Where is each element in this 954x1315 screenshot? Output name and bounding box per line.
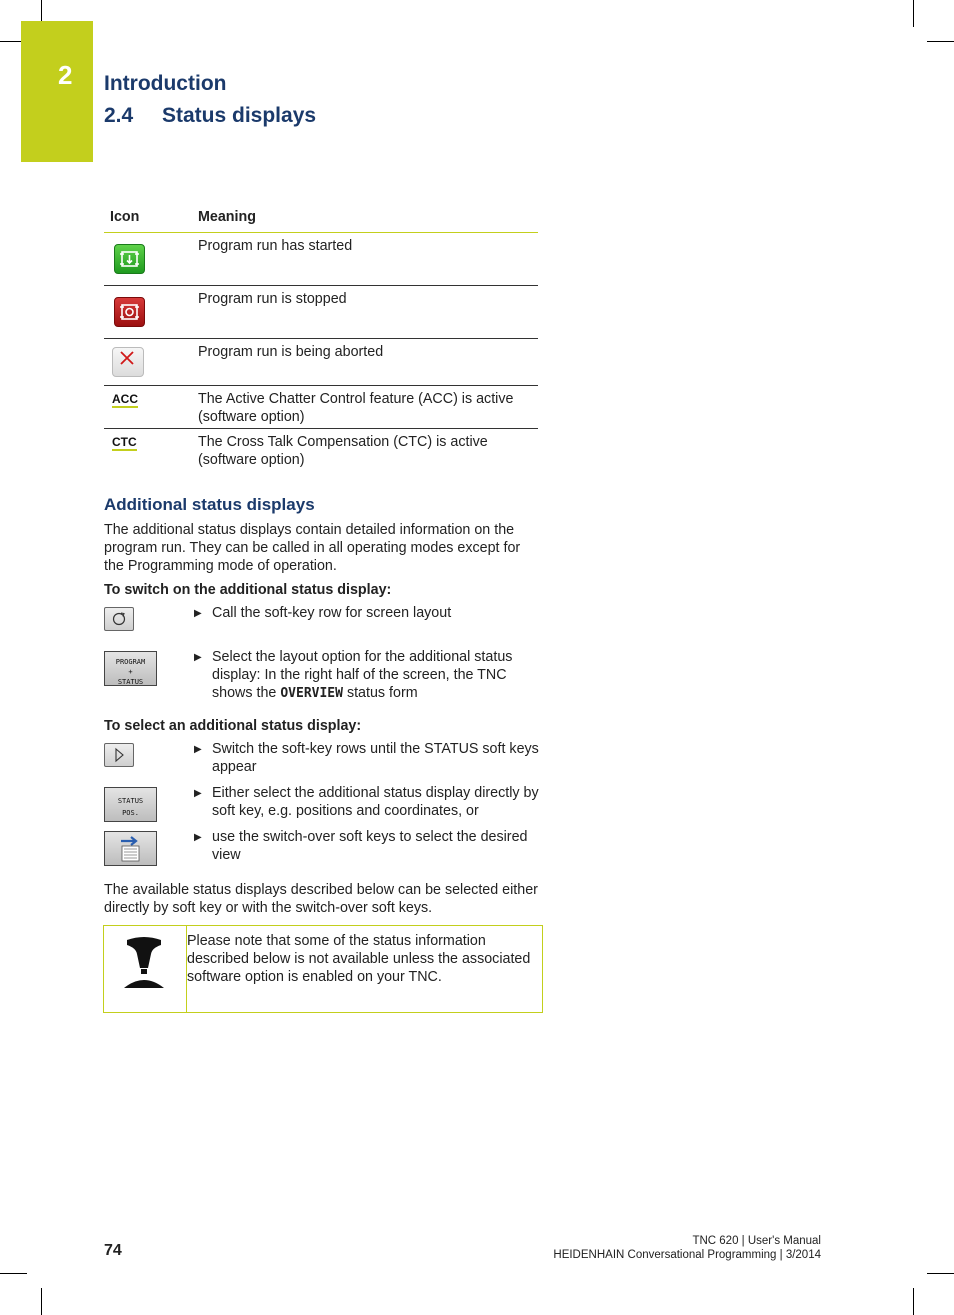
list-item: Program run has started (198, 238, 353, 254)
section-number: 2.4 (104, 104, 134, 127)
switch-over-softkey[interactable] (104, 831, 157, 866)
step-text: use the switch-over soft keys to select the desired view (212, 829, 528, 863)
program-run-stopped-icon (114, 297, 145, 327)
step-text: Call the soft-key row for screen layout (212, 605, 452, 621)
arrow-right-icon: ▶ (194, 608, 202, 619)
softkey-label: PROGRAM (115, 658, 146, 666)
chapter-number: 2 (58, 60, 73, 90)
softkey-label: STATUS (117, 678, 144, 686)
intro-paragraph: The additional status displays contain detailed information on the program run. They can be called in all operating modes except for the Programming mode of operation. (104, 522, 521, 574)
list-item: The Cross Talk Compensation (CTC) is active (software option) (198, 434, 488, 468)
step-text: Either select the additional status display directly by soft key, e.g. positions and coordinates, or (212, 785, 539, 819)
table-row (104, 233, 538, 286)
softkey-label: POS. (122, 809, 139, 817)
arrow-right-icon: ▶ (194, 788, 202, 799)
crop-mark (913, 0, 914, 27)
select-heading: To select an additional status display: (104, 718, 362, 734)
step-item (194, 648, 544, 703)
step-item (194, 828, 544, 864)
status-pos-softkey[interactable] (104, 787, 157, 822)
crop-mark (0, 1273, 27, 1274)
switch-on-heading: To switch on the additional status display: (104, 582, 392, 598)
chapter-tab (21, 21, 93, 162)
chapter-title: Introduction (104, 72, 227, 95)
screen-layout-key[interactable] (104, 607, 134, 631)
header-meaning: Meaning (198, 209, 256, 225)
program-run-started-icon (114, 244, 145, 274)
ctc-icon: CTC (112, 435, 137, 449)
step-item (194, 604, 544, 623)
step-item (194, 740, 544, 776)
note-box (103, 925, 543, 1013)
footer-line: HEIDENHAIN Conversational Programming | 3/2014 (553, 1249, 821, 1261)
screen-layout-icon (105, 608, 133, 630)
list-item: The Active Chatter Control feature (ACC) is active (software option) (198, 391, 514, 425)
crop-mark (913, 1288, 914, 1315)
subsection-heading: Additional status displays (104, 495, 315, 514)
list-item: Program run is being aborted (198, 344, 384, 360)
table-row (104, 286, 538, 339)
icon-table (104, 209, 538, 472)
softkey-label: STATUS (117, 797, 144, 805)
step-text: Switch the soft-key rows until the STATUS soft keys appear (212, 741, 539, 775)
header-icon: Icon (110, 209, 140, 225)
table-row (104, 429, 538, 472)
list-item: Program run is stopped (198, 291, 347, 307)
table-row (104, 339, 538, 386)
step-text: Select the layout option for the additional status display: In the right half of the screen, the TNC shows the (212, 649, 513, 701)
step-text: status form (342, 685, 418, 701)
acc-icon: ACC (112, 392, 138, 406)
crop-mark (927, 1273, 954, 1274)
overview-keyword: OVERVIEW (280, 686, 343, 701)
softkey-label: + (128, 668, 133, 676)
page-number: 74 (104, 1242, 122, 1259)
section-title: Status displays (162, 104, 317, 127)
play-triangle-icon (105, 744, 133, 766)
crop-mark (41, 1288, 42, 1315)
arrow-right-icon: ▶ (194, 744, 202, 755)
footer-info (553, 1234, 821, 1262)
program-status-softkey[interactable] (104, 651, 157, 686)
arrow-right-icon: ▶ (194, 652, 202, 663)
table-header (104, 209, 538, 233)
crop-mark (927, 41, 954, 42)
arrow-right-icon: ▶ (194, 832, 202, 843)
closing-paragraph: The available status displays described below can be selected either directly by soft key or with the switch-over soft keys. (104, 882, 538, 916)
tool-note-icon (122, 936, 166, 990)
next-softkey-row-key[interactable] (104, 743, 134, 767)
note-text: Please note that some of the status information described below is not available unless the associated software option is enabled on your TNC. (187, 933, 531, 985)
program-run-aborted-icon (112, 347, 144, 377)
step-item (194, 784, 544, 820)
footer-line: TNC 620 | User's Manual (692, 1235, 821, 1247)
table-row (104, 386, 538, 429)
switch-view-icon (105, 832, 156, 865)
